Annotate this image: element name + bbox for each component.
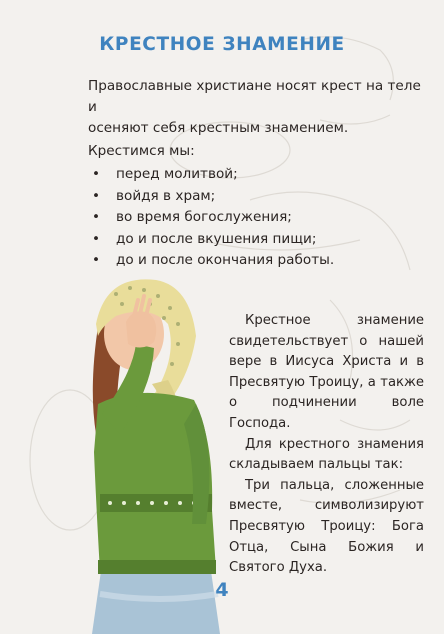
bullet-icon: • bbox=[92, 209, 101, 226]
hand bbox=[126, 311, 156, 347]
body-paragraph: Крестное знамение свидетельствует о нашей вере в Иисуса Христа и в Пресвятую Троицу, а также о подчинении воле Господа. bbox=[229, 313, 424, 431]
intro-paragraph-line-1: Православные христиане носят крест на теле и bbox=[88, 78, 421, 115]
page-number: 4 bbox=[215, 579, 229, 601]
body-text bbox=[229, 311, 424, 579]
bullet-icon: • bbox=[92, 166, 101, 182]
list-item: • до и после вкушения пищи; bbox=[88, 229, 428, 251]
intro-section bbox=[88, 76, 428, 272]
intro-paragraph-line-2: осеняют себя крестным знамением. bbox=[88, 120, 349, 136]
bullet-icon: • bbox=[92, 230, 101, 247]
page-title: КРЕСТНОЕ ЗНАМЕНИЕ bbox=[99, 34, 345, 56]
list-item: • перед молитвой; bbox=[88, 164, 428, 186]
list-item: • во время богослужения; bbox=[88, 207, 428, 229]
list-item: • войдя в храм; bbox=[88, 186, 428, 208]
body-paragraph: Три пальца, сложенные вместе, символизируют Пресвятую Троицу: Бога Отца, Сына Божия и Святого Духа. bbox=[229, 477, 424, 576]
list-lead: Крестимся мы: bbox=[88, 143, 195, 159]
bullet-icon: • bbox=[92, 187, 101, 204]
list-item: • до и после окончания работы. bbox=[88, 250, 428, 272]
bullet-icon: • bbox=[92, 252, 101, 269]
occasions-list bbox=[88, 164, 428, 272]
body-paragraph: Для крестного знамения складываем пальцы так: bbox=[229, 436, 424, 473]
